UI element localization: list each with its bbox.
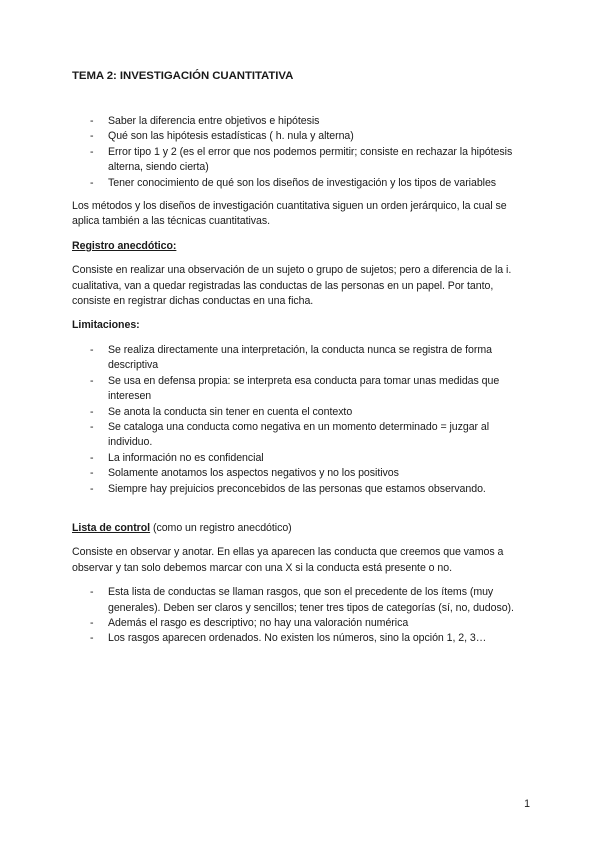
bullet-dash: - xyxy=(90,482,94,495)
list-item xyxy=(72,405,528,420)
lista-heading-suffix: (como un registro anecdótico) xyxy=(150,521,292,534)
bullet-dash: - xyxy=(90,420,94,433)
registro-heading xyxy=(72,239,528,254)
lista-bullet-list xyxy=(72,585,528,647)
bullet-dash: - xyxy=(90,374,94,387)
bullet-dash: - xyxy=(90,632,94,645)
bullet-dash: - xyxy=(90,616,94,629)
list-item-text: Siempre hay prejuicios preconcebidos de las personas que estamos observando. xyxy=(108,482,486,495)
list-item xyxy=(72,482,528,497)
list-item xyxy=(72,631,528,646)
list-item-text: Además el rasgo es descriptivo; no hay una valoración numérica xyxy=(108,616,409,629)
list-item xyxy=(72,585,528,616)
bullet-dash: - xyxy=(90,467,94,480)
document-title: TEMA 2: INVESTIGACIÓN CUANTITATIVA xyxy=(72,70,294,82)
list-item-text: Los rasgos aparecen ordenados. No existen los números, sino la opción 1, 2, 3… xyxy=(108,632,487,645)
list-item xyxy=(72,176,528,191)
list-item-text: La información no es confidencial xyxy=(108,451,264,464)
list-item-text: Saber la diferencia entre objetivos e hipótesis xyxy=(108,115,320,127)
bullet-dash: - xyxy=(90,145,94,158)
list-item-text: Solamente anotamos los aspectos negativos y no los positivos xyxy=(108,467,399,480)
list-item xyxy=(72,374,528,405)
list-item-text: Qué son las hipótesis estadísticas ( h. nula y alterna) xyxy=(108,130,354,143)
registro-heading-text: Registro anecdótico: xyxy=(72,239,177,252)
list-item xyxy=(72,343,528,374)
list-item-text: Se usa en defensa propia: se interpreta esa conducta para tomar unas medidas que interesen xyxy=(108,374,500,403)
list-item xyxy=(72,129,528,144)
bullet-dash: - xyxy=(90,586,94,599)
list-item xyxy=(72,145,528,176)
list-item xyxy=(72,451,528,466)
lista-paragraph: Consiste en observar y anotar. En ellas ya aparecen las conducta que creemos que vamos a observar y tan solo debemos marcar con una X si la conducta está presente o no. xyxy=(72,546,504,574)
list-item xyxy=(72,466,528,481)
list-item-text: Se anota la conducta sin tener en cuenta el contexto xyxy=(108,405,353,418)
list-item xyxy=(72,114,528,129)
intro-bullet-list xyxy=(72,114,528,191)
document-body xyxy=(72,68,528,647)
lista-heading-text: Lista de control xyxy=(72,521,151,534)
bullet-dash: - xyxy=(90,405,94,418)
limitaciones-bullet-list xyxy=(72,343,528,497)
bullet-dash: - xyxy=(90,451,94,464)
bullet-dash: - xyxy=(90,115,94,127)
list-item-text: Esta lista de conductas se llaman rasgos, que son el precedente de los ítems (muy generales). Deben ser claros y sencillos; tener tres tipos de categorías (sí, no, dudoso). xyxy=(108,586,514,614)
list-item-text: Se realiza directamente una interpretación, la conducta nunca se registra de forma descriptiva xyxy=(108,343,492,372)
list-item-text: Tener conocimiento de qué son los diseños de investigación y los tipos de variables xyxy=(108,176,497,189)
bullet-dash: - xyxy=(90,130,94,143)
list-item-text: Se cataloga una conducta como negativa en un momento determinado = juzgar al individuo. xyxy=(108,420,490,449)
page-number: 1 xyxy=(524,798,530,810)
bullet-dash: - xyxy=(90,343,94,356)
list-item xyxy=(72,616,528,631)
registro-paragraph: Consiste en realizar una observación de un sujeto o grupo de sujetos; pero a diferencia de la i. cualitativa, van a quedar registradas las conductas de las personas en un papel. Por tanto, consiste en registrar dichas conductas en una ficha. xyxy=(72,264,512,308)
limitaciones-heading: Limitaciones: xyxy=(72,319,140,332)
intro-paragraph: Los métodos y los diseños de investigación cuantitativa siguen un orden jerárquico, la cual se aplica también a las técnicas cuantitativas. xyxy=(72,200,507,228)
bullet-dash: - xyxy=(90,176,94,189)
lista-heading xyxy=(72,521,528,536)
list-item-text: Error tipo 1 y 2 (es el error que nos podemos permitir; consiste en rechazar la hipótesis alterna, siendo cierta) xyxy=(108,145,513,174)
list-item xyxy=(72,420,528,451)
